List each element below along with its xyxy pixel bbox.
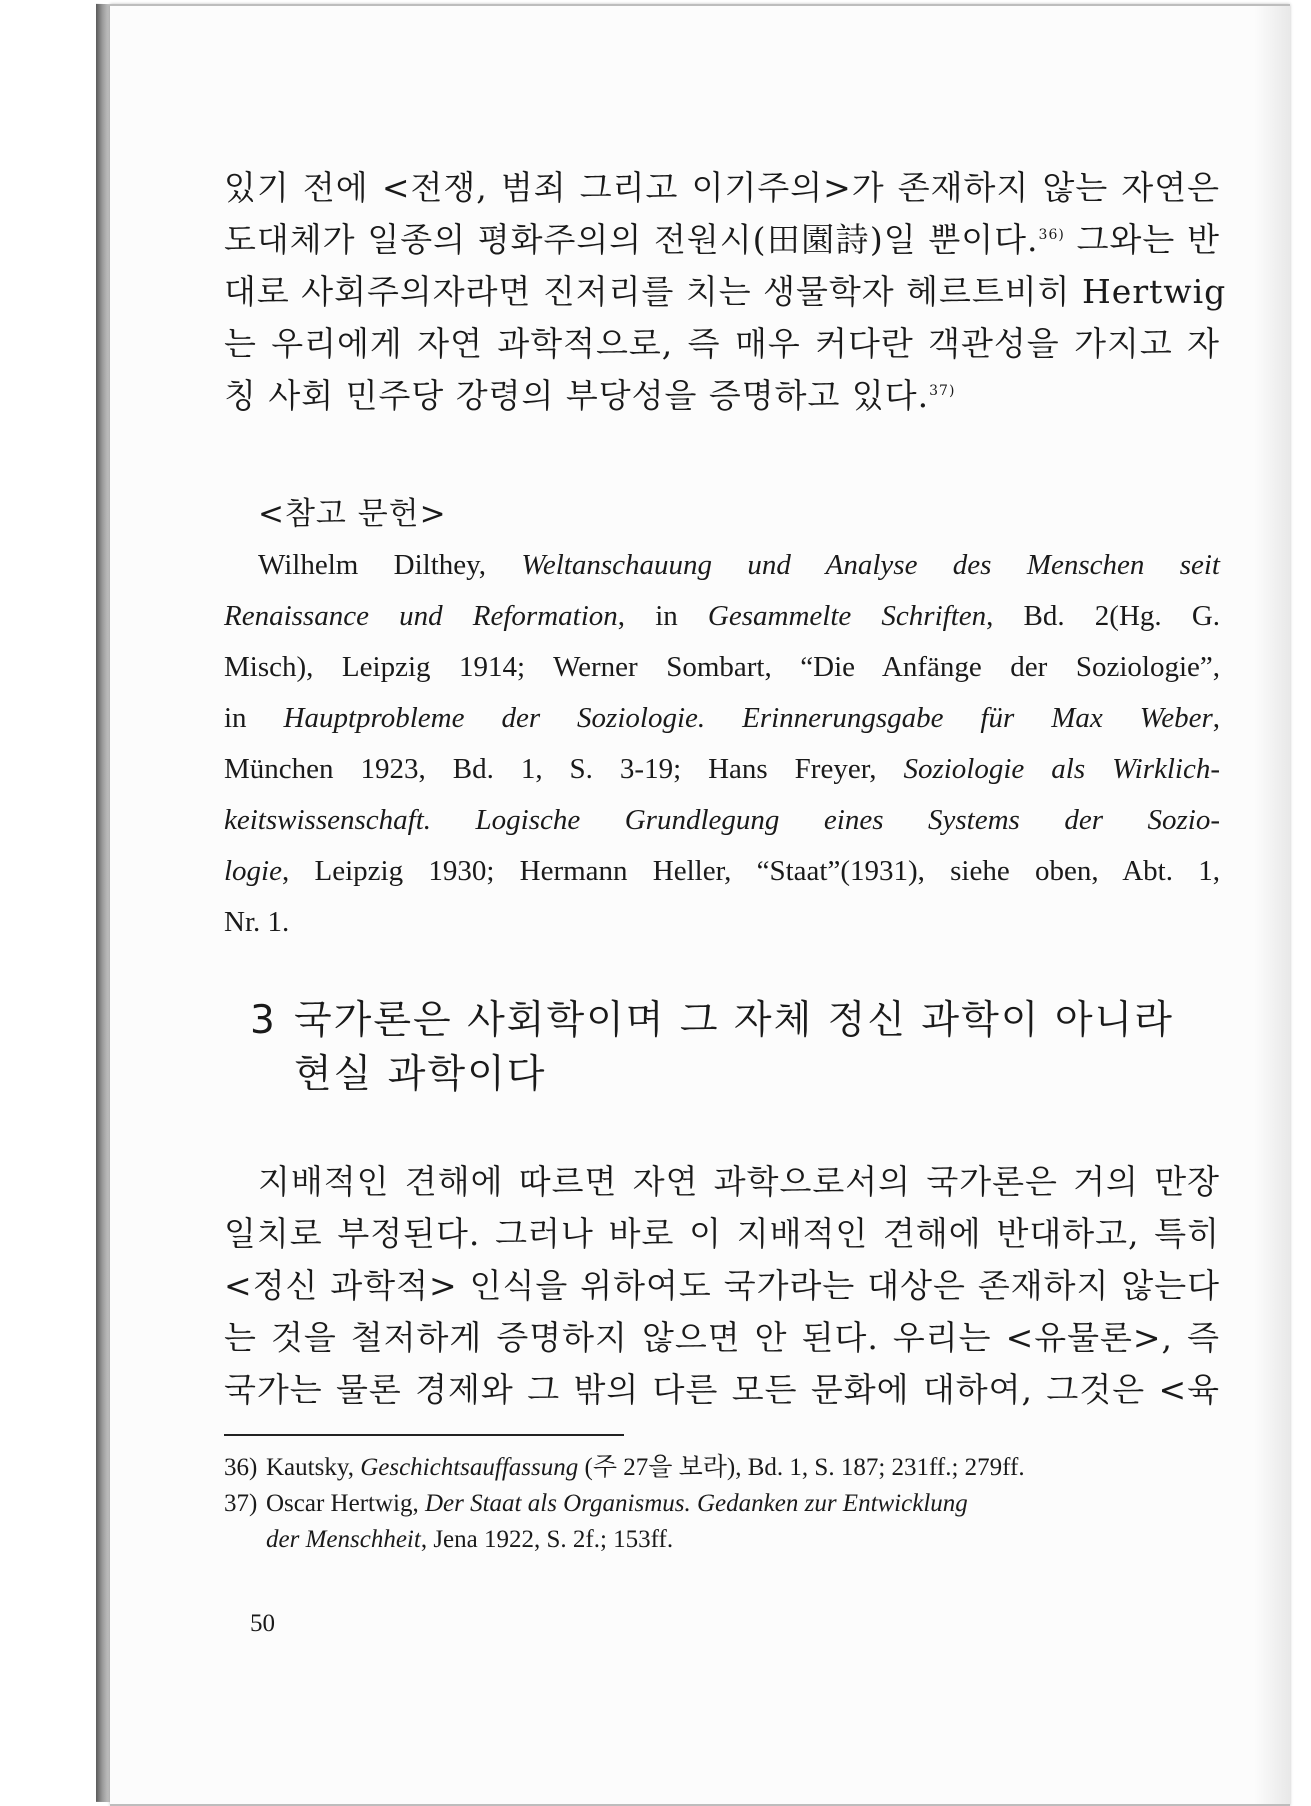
text-span: , Jena 1922, S. 2f.; 153ff. — [420, 1526, 674, 1553]
text-line: 있기 전에 <전쟁, 범죄 그리고 이기주의>가 존재하지 않는 자연은 — [224, 168, 1220, 207]
body-paragraph-bottom — [224, 1156, 1220, 1416]
text-span: München 1923, Bd. 1, S. 3-19; Hans Freyer, — [224, 753, 904, 785]
reference-line: Misch), Leipzig 1914; Werner Sombart, “Die Anfänge der Soziologie”, — [224, 651, 1220, 683]
references-heading: <참고 문헌> — [258, 496, 447, 532]
italic-title: der Menschheit — [266, 1526, 421, 1553]
text-span: , — [1212, 702, 1220, 734]
footnote-number: 36) — [224, 1454, 258, 1481]
italic-title: Weltanschauung und Analyse des Menschen seit — [521, 549, 1220, 581]
text-span: , in — [617, 600, 708, 632]
section-number: 3 — [250, 998, 277, 1043]
footnote-number: 37) — [224, 1490, 258, 1517]
section-title-line: 현실 과학이다 — [294, 1052, 547, 1097]
italic-title: Gesammelte Schriften — [707, 600, 987, 632]
references-body — [224, 540, 1220, 948]
footnote-37-continued — [224, 1522, 1220, 1558]
body-paragraph-top — [224, 162, 1227, 422]
text-span: (주 27을 보라), Bd. 1, S. 187; 231ff.; 279ff. — [578, 1454, 1025, 1481]
reference-line — [224, 846, 1220, 897]
reference-line — [224, 693, 1220, 744]
footnote-36 — [224, 1450, 1220, 1486]
text-span: in — [224, 702, 284, 734]
text-span: 도대체가 일종의 평화주의의 전원시(田園詩)일 뿐이다. — [224, 220, 1039, 259]
footnote-37 — [224, 1486, 1220, 1522]
italic-title: Geschichtsauffassung — [360, 1454, 579, 1481]
text-span: , Bd. 2(Hg. G. — [986, 600, 1221, 632]
page-shading — [1254, 6, 1290, 1804]
italic-title: logie — [224, 855, 282, 887]
book-page — [110, 4, 1290, 1806]
footnotes — [224, 1450, 1220, 1558]
text-span: 지배적인 견해에 따르면 자연 과학으로서의 국가론은 거의 만장 — [258, 1162, 1220, 1201]
text-span: Wilhelm Dilthey, — [258, 549, 522, 581]
footnote-marker: 37) — [929, 383, 956, 399]
italic-title: Der Staat als Organismus. Gedanken zur Entwicklung — [424, 1490, 968, 1517]
reference-line: Nr. 1. — [224, 906, 290, 938]
text-line: <정신 과학적> 인식을 위하여도 국가라는 대상은 존재하지 않는다 — [224, 1266, 1220, 1305]
text-span: , Leipzig 1930; Hermann Heller, “Staat”(1931), siehe oben, Abt. 1, — [282, 855, 1220, 887]
text-line: 일치로 부정된다. 그러나 바로 이 지배적인 견해에 반대하고, 특히 — [224, 1214, 1220, 1253]
reference-line — [224, 744, 1220, 795]
footnote-marker: 36) — [1038, 227, 1065, 243]
italic-title: Hauptprobleme der Soziologie. Erinnerungsgabe für Max Weber — [283, 702, 1213, 734]
text-line: 는 우리에게 자연 과학적으로, 즉 매우 커다란 객관성을 가지고 자 — [224, 324, 1220, 363]
italic-title: Soziologie als Wirklich- — [903, 753, 1221, 785]
text-line — [224, 214, 1220, 266]
text-span: Kautsky, — [266, 1454, 361, 1481]
text-span: Oscar Hertwig, — [266, 1490, 425, 1517]
reference-line — [224, 591, 1220, 642]
text-line — [224, 370, 1220, 422]
text-line: 국가는 물론 경제와 그 밖의 다른 모든 문화에 대하여, 그것은 <육 — [224, 1370, 1220, 1409]
text-line: 대로 사회주의자라면 진저리를 치는 생물학자 헤르트비히 Hertwig — [224, 272, 1227, 311]
reference-line: keitswissenschaft. Logische Grundlegung eines Systems der Sozio- — [224, 804, 1220, 836]
section-title-line: 국가론은 사회학이며 그 자체 정신 과학이 아니라 — [294, 998, 1174, 1043]
references-section — [224, 488, 1220, 948]
italic-title: Renaissance und Reformation — [224, 600, 618, 632]
text-span: 그와는 반 — [1076, 220, 1220, 259]
text-span: 칭 사회 민주당 강령의 부당성을 증명하고 있다. — [224, 376, 930, 415]
section-heading — [250, 994, 1220, 1102]
footnote-rule — [224, 1434, 624, 1436]
text-line: 는 것을 철저하게 증명하지 않으면 안 된다. 우리는 <유물론>, 즉 — [224, 1318, 1220, 1357]
reference-line — [224, 540, 1220, 591]
page-number: 50 — [250, 1610, 275, 1637]
text-line — [224, 1156, 1220, 1208]
